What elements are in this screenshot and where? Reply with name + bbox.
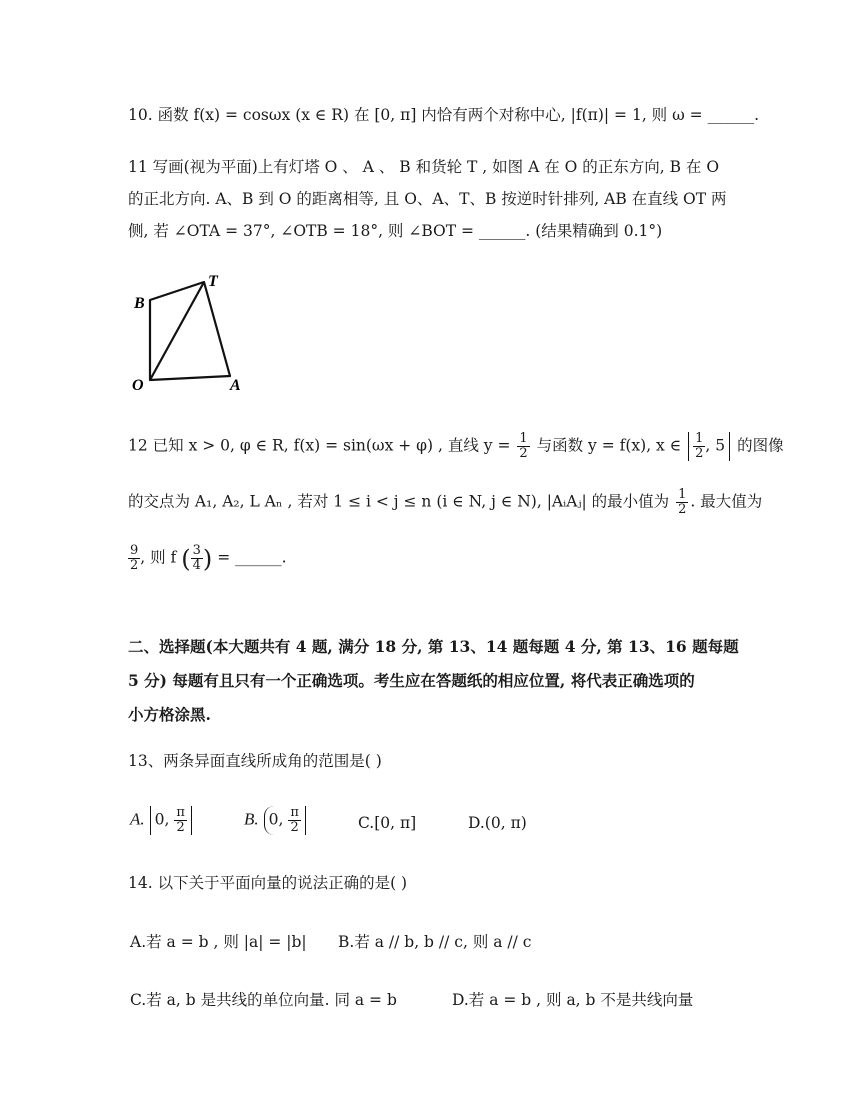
q12-frac-nine-half: $\frac{9}{2}$ xyxy=(130,543,139,573)
question-12-line-2: 的交点为 A₁, A₂, L Aₙ , 若对 1 ≤ i < j ≤ n (i ∈ N, j ∈ N), |AᵢAⱼ| 的最小值为 $\frac{1}{2}$ . 最大值为 xyxy=(128,487,763,517)
label-A: A xyxy=(230,377,241,394)
q13-option-c[interactable]: C.[0, π] xyxy=(358,814,417,832)
label-O: O xyxy=(132,377,144,394)
label-B: B xyxy=(134,295,145,312)
quadrilateral-OATB xyxy=(150,282,230,380)
question-12-line-3: $\frac{9}{2}$ , 则 f ( $\frac{3}{4}$ ) = ______. xyxy=(130,543,287,573)
q12-text-b: 与函数 y = f(x), x ∈ xyxy=(536,436,682,455)
q14-option-a[interactable]: A.若 a = b , 则 |a| = |b| xyxy=(130,933,307,951)
label-T: T xyxy=(208,273,218,290)
q12-interval: $\frac{1}{2}$ , 5 xyxy=(688,432,730,461)
q12-text-a: 12 已知 x > 0, φ ∈ R, f(x) = sin(ωx + φ) , 直线 y = xyxy=(128,436,511,455)
question-11-figure xyxy=(128,268,258,398)
question-14-stem: 14. 以下关于平面向量的说法正确的是( ) xyxy=(128,874,408,892)
q13-option-a[interactable]: A. 0, $\frac{\pi}{2}$ xyxy=(130,806,192,835)
question-12-line-1 xyxy=(128,432,784,461)
q12-frac-half-2: $\frac{1}{2}$ xyxy=(678,487,687,517)
question-13-stem: 13、两条异面直线所成角的范围是( ) xyxy=(128,752,382,770)
question-10: 10. 函数 f(x) = cosωx (x ∈ R) 在 [0, π] 内恰有两个对称中心, |f(π)| = 1, 则 ω = ______. xyxy=(128,106,760,124)
q14-option-b[interactable]: B.若 a // b, b // c, 则 a // c xyxy=(338,933,532,951)
question-11-line-2: 的正北方向. A、B 到 O 的距离相等, 且 O、A、T、B 按逆时针排列, AB 在直线 OT 两 xyxy=(128,190,727,208)
question-11-line-1: 11 写画(视为平面)上有灯塔 O 、 A 、 B 和货轮 T , 如图 A 在 O 的正东方向, B 在 O xyxy=(128,158,720,176)
q12-frac-three-quarters: $\frac{3}{4}$ xyxy=(192,543,201,573)
q12-text-c: 的图像 xyxy=(737,436,784,455)
section-2-heading-line-2: 5 分) 每题有且只有一个正确选项。考生应在答题纸的相应位置, 将代表正确选项的 xyxy=(128,671,695,690)
q13-option-d[interactable]: D.(0, π) xyxy=(468,814,527,832)
section-2-heading-line-1: 二、选择题(本大题共有 4 题, 满分 18 分, 第 13、14 题每题 4 分, 第 13、16 题每题 xyxy=(128,637,739,656)
q13-option-b[interactable]: B. 0, $\frac{\pi}{2}$ xyxy=(244,806,306,835)
section-2-heading-line-3: 小方格涂黑. xyxy=(128,705,211,724)
q14-option-c[interactable]: C.若 a, b 是共线的单位向量. 同 a = b xyxy=(130,991,397,1009)
question-11-line-3: 侧, 若 ∠OTA = 37°, ∠OTB = 18°, 则 ∠BOT = ______. (结果精确到 0.1°) xyxy=(128,222,663,240)
q14-option-d[interactable]: D.若 a = b , 则 a, b 不是共线向量 xyxy=(452,991,694,1009)
q12-frac-half: $\frac{1}{2}$ xyxy=(519,431,528,461)
